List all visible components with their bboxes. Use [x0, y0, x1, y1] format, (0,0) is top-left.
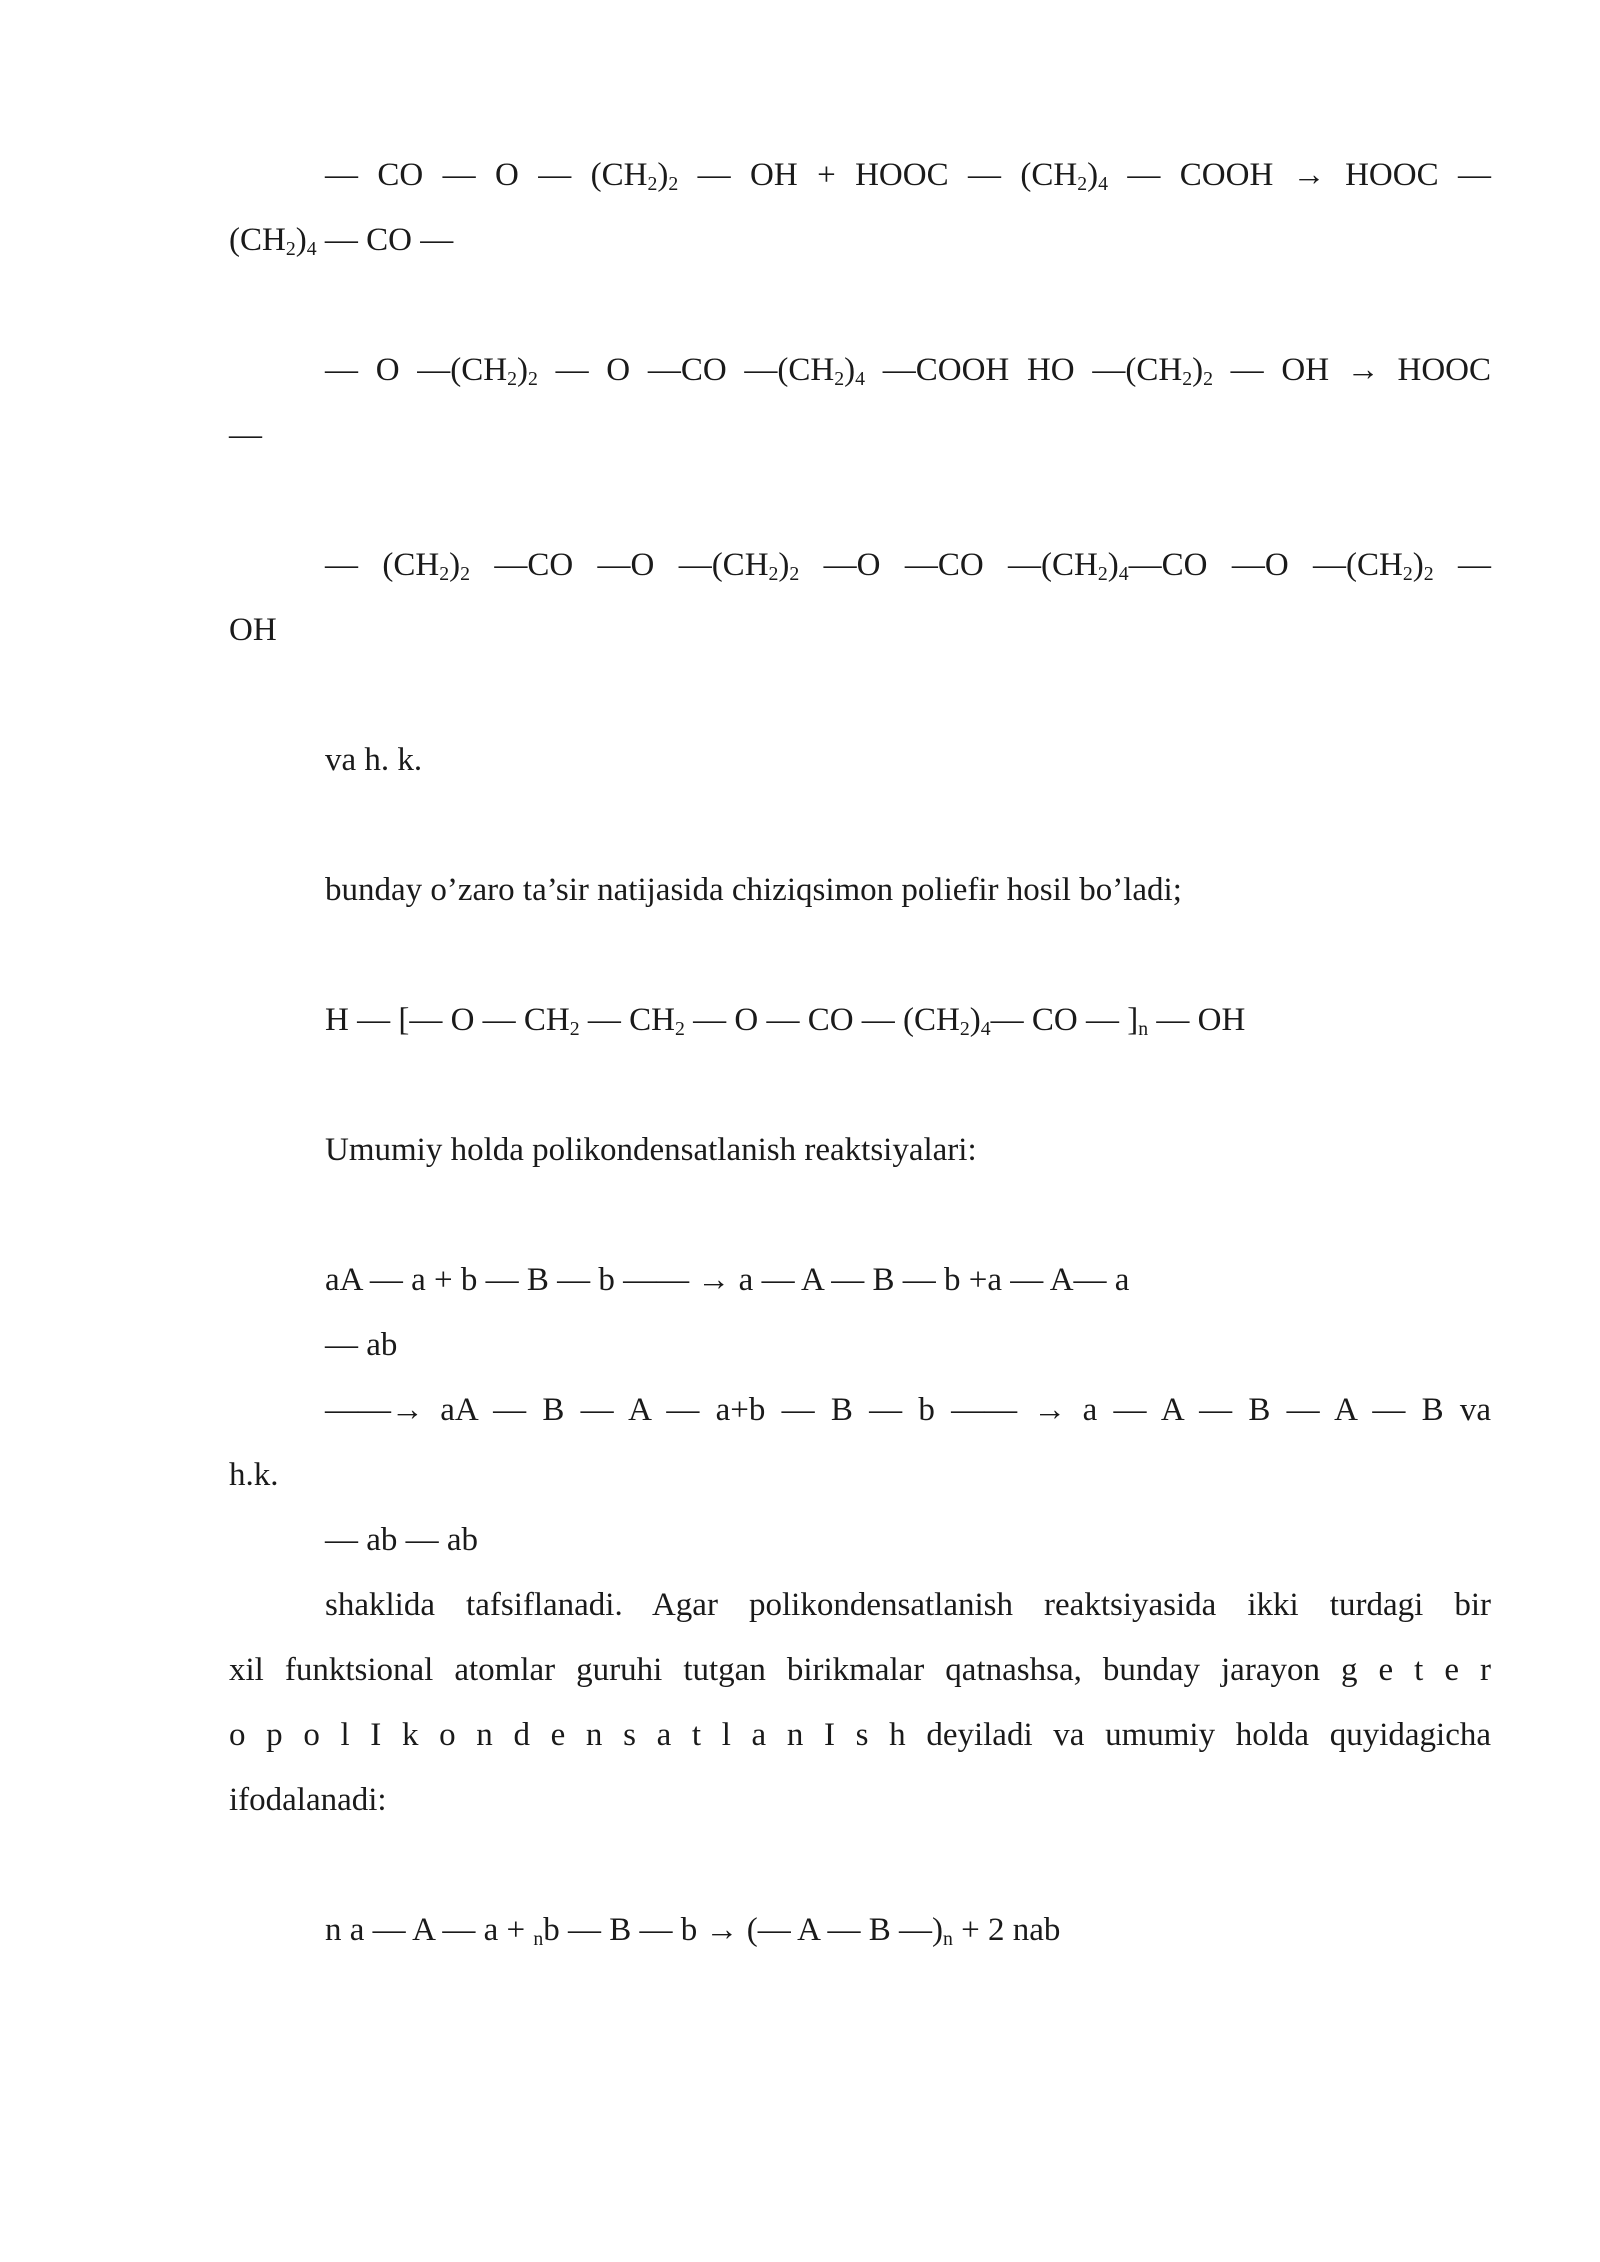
text-line-10: Umumiy holda polikondensatlanish reaktsiyalari:	[325, 1132, 977, 1168]
text-line-17: xil funktsional atomlar guruhi tutgan birikmalar qatnashsa, bunday jarayon g e t e r	[229, 1652, 1491, 1688]
text-line-15: — ab — ab	[325, 1522, 479, 1558]
text-line-11: aA — a + b — B — b —— → a — A — B — b +a — A— a	[325, 1262, 1130, 1298]
text-line-12: — ab	[325, 1327, 398, 1363]
text-line-5: — $(CH_2)_2$ —CO —O $—(CH_2)_2$ —O —CO $—(CH_2)_4—CO$ —O $—(CH_2)_2$ —	[325, 547, 1491, 585]
text-line-18: o p o l I k o n d e n s a t l a n I s h deyiladi va umumiy holda quyidagicha	[229, 1717, 1491, 1753]
text-line-16: shaklida tafsiflanadi. Agar polikondensatlanish reaktsiyasida ikki turdagi bir	[325, 1587, 1491, 1623]
text-line-2: $(CH_2)_4$ — CO —	[229, 222, 454, 260]
text-line-7: va h. k.	[325, 742, 423, 778]
text-line-1: — CO — O — $(CH_2)_2$ — OH + HOOC — $(CH_2)_4$ — COOH → HOOC —	[325, 157, 1491, 195]
text-line-19: ifodalanadi:	[229, 1782, 387, 1818]
text-line-13: ——→ aA — B — A — a+b — B — b —— → a — A — B — A — B va	[325, 1392, 1491, 1428]
text-line-3: — O $—(CH_2)_2$ — O —CO $—(CH_2)_4$ —COOH HO $—(CH_2)_2$ — OH → HOOC	[325, 352, 1491, 390]
text-line-9: H — [— O — $CH_2$ — $CH_2$ — O — CO — $(CH_2)_4—$ CO — ]$_n$ — OH	[325, 1002, 1246, 1040]
text-line-4: —	[229, 417, 262, 453]
text-line-6: OH	[229, 612, 277, 648]
text-line-14: h.k.	[229, 1457, 279, 1493]
text-line-8: bunday o’zaro ta’sir natijasida chiziqsimon poliefir hosil bo’ladi;	[325, 872, 1182, 908]
text-line-20: n a — A — a + $_n$b — B — b → (— A — B $—)_n + 2$ nab	[325, 1912, 1061, 1950]
